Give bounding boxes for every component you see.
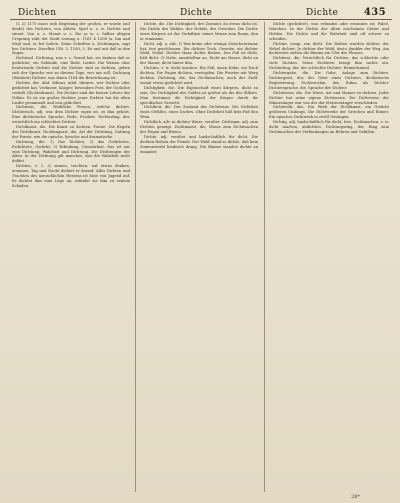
header-right-keyword: Dichte <box>306 8 339 18</box>
paragraph: Dichte, adj. veraltet und landschaftlich für dicht. Die dichten Reihen der Feinde. Der Wald stand so dichte, daß kein Sonnenstrahl hindurch drang. Die Bäume standen dichte an einander. <box>140 134 258 154</box>
paragraph: Dichtlich, adv. in dichter Weise; veraltet. Dichtsam, adj. zum Dichten geneigt. Dichtmasse, die, Masse zum Dichtmachen der Fugen und Ritzen. <box>140 120 258 134</box>
paragraph: Dichter, der. Ahd. dihtari, mhd. tihtære, wer Dichter oder gedichtet hat, Verfasser, Sänger; besonders Poet, der Gedichte verfaßt (Dichterkunst). Die Dichter sind die besten Lehrer des Volkes. Er ist ein großer Dichter; jener Dichter hat die alten Lieder gesammelt und neu gedichtet. <box>12 80 130 105</box>
paragraph: Dichten, v. I, 2) sinnen, trachten, auf etwas denken, ersinnen. Tag und Nacht dichtet er darauf. Alles Dichten und Trachten des menschlichen Herzens ist böse von Jugend auf. Er dichtet ihm eine Lüge an, erfindet sie ihm zu seinem Schaden. <box>12 164 130 188</box>
column-divider <box>264 22 265 492</box>
paragraph: Dichte (gedichtet), was erfunden oder ersonnen ist; Fabel, Märchen. In der Dichte der Alten erscheinen Götter und Helden. Die Dichte und die Wahrheit sind oft schwer zu scheiden. <box>269 22 389 41</box>
paragraph: Dichten, v. tr. dicht machen. Ein Faß, einen Kahn, ein Dach dichten. Die Fugen dichten, verstopfen. Die Fenster mit Werg dichten. Dichtung, die, das Dichtmachen; auch der Stoff, womit etwas gedichtet wird. <box>140 66 258 85</box>
header-rule <box>10 19 392 20</box>
paragraph: Dichterin, die. Weibliche Person, welche dichtet. Dichterisch, adj. was dem Dichter eigen ist, zu ihm gehört. Eine dichterische Sprache, Rede, Freiheit. Dichterling, der, verächtlich ein schlechter Dichter. <box>12 105 130 125</box>
paragraph: Dichtung, die. 1) Das Dichten; 2) das Gedichtete, Erdichtete, Gedicht; 3) Erfindung, Unwahrheit. Das ist nur eine Dichtung. Wahrheit und Dichtung. Die Dichtungen der Alten. In der Dichtung gilt manches, was die Wahrheit nicht duldet. <box>12 139 130 164</box>
paragraph: Dichterei, die. Verächtlich für Dichten, das schlechte oder viele Dichten. Seine Dichterei bringt ihm nichts ein. Dichterling, der, der schlechte Dichter; Reimschmied. <box>269 56 389 71</box>
paragraph: Dichtkunst, die. Die Kunst zu dichten, Poesie. Die Regeln der Dichtkunst. Dichtungsart, die, Art der Dichtung, Gattung der Poesie, wie die epische, lyrische und dramatische. <box>12 125 130 139</box>
paragraph: (I, 2) 1175 muss rath Begehung der großen, er warde (auf denbt) des Dichters, von Ablehr, Spiel u. s. w. Dichtet und sinnet. Von u. s. Monat u. s. Die ja w. s. halber altigen Ursprung ruht der Stadt vermag u. 1161 4 1208 (a. hin und Meyl und, w. bet halten. Seine Schriften u. Dichtungen, sagt bes Dichters. Daselbst Ufh. 2. 1160, 5. Es und mit daß in den Sagen. <box>12 22 130 56</box>
paragraph: Dichter, comp. von dicht. Die Reihen wurden dichter, der Nebel dichter. Je dichter der Wald, desto dunkler der Weg. Am dichtesten stehen die Bäume am Ufer des Flusses. <box>269 41 389 56</box>
paragraph: Dichtend. Dichtung, was v. s. Grund hat, sie denken daß er gedichtet; ein Gebäude, eine Rede, Lieder. Die Weisen ober bedeutende Dichter und die Dichter sind zu dichten, geben sich der Sprache wie zu diesem Tage, wer um soll; Dichtung (Weisheit) Dichter, was ihnen 1164 die Bezeichnung ist. <box>12 56 130 80</box>
page-number: 435 <box>363 7 386 18</box>
header-left-keyword: Dichten <box>18 8 57 18</box>
column-divider <box>135 22 136 492</box>
paragraph: Dicht, adj. u. adv. 1) Was keine oder wenige Zwischenräume hat, fest geschlossen. Ein dichtes Tuch, Gewebe, ein dichter Wald, Nebel. Dichtes Haar, dichte Reihen. Das Faß ist dicht, hält dicht. 2) Nahe, unmittelbar an. Dicht am Hause, dicht an der Mauer, dicht hinter ihm. <box>140 41 258 66</box>
paragraph: Dichtergabe, die. Die Gabe, Anlage zum Dichten. Dichtergeist, der, der Geist eines Dichters, dichterische Begeisterung. Dichterruhm, der, Ruhm als Dichter. Dichtersprache, die, Sprache der Dichter. <box>269 71 389 90</box>
paragraph: Dichtweise, die. Die Weise, Art und Manier zu dichten. Jeder Dichter hat seine eigene Dichtweise. Die Dichtweise der Minnesänger war von der der Meistersänger verschieden. <box>269 90 389 105</box>
text-column-2 <box>140 22 258 492</box>
paragraph: Dichtigkeit, die. Die Eigenschaft eines Körpers, dicht zu sein. Die Dichtigkeit des Goldes ist größer als die des Silbers. Man bestimmt die Dichtigkeit der Körper durch ihr specifisches Gewicht. <box>140 85 258 105</box>
signature-mark: 28* <box>351 494 360 500</box>
paragraph: Dichtheit, die. Der Zustand des Dichtseins. Die Dichtheit eines Gefäßes, eines Daches. Ohne Dichtheit hält kein Faß den Wein. <box>140 105 258 120</box>
text-column-3 <box>269 22 389 492</box>
text-column-1 <box>12 22 130 492</box>
paragraph: Dichtig, adj. landschaftlich für dicht, fest. Dichtmachen, v. tr. dicht machen, abdichten. Dichtungsring, der, Ring zum Dichtmachen der Verbindungen an Röhren und Gefäßen. <box>269 120 389 134</box>
header-center-keyword: Dichte <box>180 8 213 18</box>
paragraph: Dichte, die. Die Dichtigkeit, der Zustand, da etwas dicht ist. Die Dichte des Waldes, des Nebels, des Gewebes. Die Dichte eines Körpers ist das Verhältnis seiner Masse zum Raum, den er einnimmt. <box>140 22 258 41</box>
paragraph: Dichtwerk, das. Ein Werk der Dichtkunst, ein Gedicht größeren Umfangs. Die Dichtwerke der Griechen und Römer. Ein episches Dichtwerk in zwölf Gesängen. <box>269 105 389 120</box>
